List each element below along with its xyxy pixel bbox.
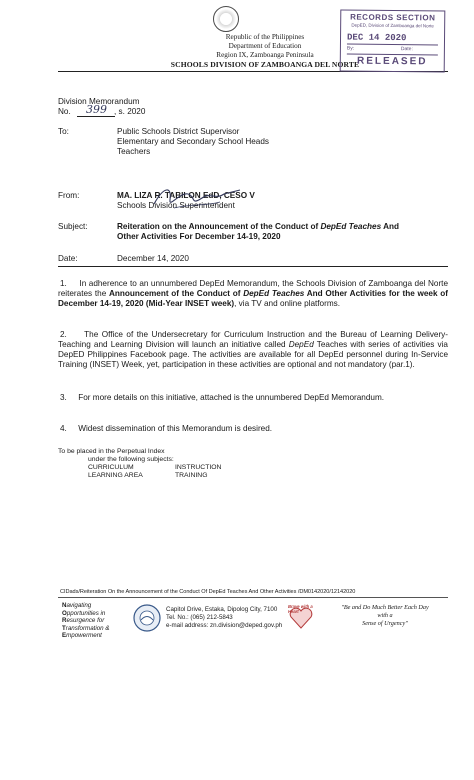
footer-motto-2: with a <box>377 612 393 619</box>
memo-type: Division Memorandum <box>58 97 140 106</box>
acrostic-line: Opportunities in <box>62 609 106 617</box>
paragraph-3: 3. For more details on this initiative, attached is the unnumbered DepEd Memorandum. <box>60 393 385 402</box>
stamp-subtitle: DepED, Division of Zamboanga del Norte <box>351 22 434 29</box>
header-region: Region IX, Zamboanga Peninsula <box>216 51 314 59</box>
memo-series: , s. 2020 <box>114 107 146 116</box>
to-label: To: <box>58 127 69 136</box>
stamp-title: RECORDS SECTION <box>350 12 436 23</box>
brave-heart-text: Brave with a Heart <box>288 604 313 614</box>
to-line-2: Elementary and Secondary School Heads <box>117 137 270 146</box>
footer-motto-3: Sense of Urgency" <box>362 620 408 627</box>
from-name: MA. LIZA R. TABILON EdD, CESO V <box>117 191 255 200</box>
footer-phone: Tel. No.: (065) 212-5843 <box>166 614 233 621</box>
stamp-date: DEC 14 2020 <box>346 32 407 44</box>
memo-no-label: No. <box>58 107 71 116</box>
meta-rule <box>58 266 448 267</box>
index-subject-4: TRAINING <box>175 472 208 479</box>
index-line-2: under the following subjects: <box>88 456 174 463</box>
header-republic: Republic of the Philippines <box>225 33 305 41</box>
index-line-1: To be placed in the Perpetual Index <box>58 448 165 455</box>
date-value: December 14, 2020 <box>117 254 189 263</box>
deped-seal-logo <box>213 6 239 32</box>
stamp-date-label: Date: <box>400 46 413 53</box>
stamp-date-line <box>347 44 438 46</box>
paragraph-1: 1. In adherence to an unnumbered DepEd Memorandum, the Schools Division of Zamboanga del Norte reiterates the Announcement of the Conduct of DepEd Teaches And Other Activities for the week of December 14-19, 2020 (Mid-Year INSET week), via TV and online platforms. <box>58 279 449 308</box>
to-line-3: Teachers <box>117 147 151 156</box>
paragraph-4: 4. Widest dissemination of this Memorandum is desired. <box>60 424 273 433</box>
footer-address: Capitol Drive, Estaka, Dipolog City, 7100 <box>166 606 278 613</box>
index-subject-3: LEARNING AREA <box>88 472 143 479</box>
acrostic-line: Empowerment <box>62 632 102 639</box>
header-division: SCHOOLS DIVISION OF ZAMBOANGA DEL NORTE <box>170 60 360 69</box>
stamp-status: RELEASED <box>356 55 428 68</box>
from-title: Schools Division Superintendent <box>117 201 235 210</box>
division-seal-logo <box>132 603 162 633</box>
paragraph-2: 2. The Office of the Undersecretary for Curriculum Instruction and the Bureau of Learning Delivery-Teaching and Learning Division will launch an initiative called DepEd Teaches with series of activities via DepED Philippines Facebook page. The activities are available for all DepEd personnel during In-Service Training (INSET) Week, yet, participation in these activities are optional and not mandatory (par.1). <box>58 330 449 369</box>
subject-label: Subject: <box>58 222 88 231</box>
header-department: Department of Education <box>228 42 302 50</box>
memo-number-handwritten: 399 <box>86 103 107 116</box>
footer-email: e-mail address: zn.division@deped.gov.ph <box>166 622 283 629</box>
date-label: Date: <box>58 254 78 263</box>
brave-heart-logo <box>286 603 316 631</box>
stamp-by-label: By: <box>346 45 355 52</box>
signature-image <box>150 182 245 212</box>
index-subject-2: INSTRUCTION <box>175 464 222 471</box>
index-subject-1: CURRICULUM <box>88 464 134 471</box>
acrostic-line: Resurgence for <box>62 617 105 624</box>
footer-rule <box>58 597 448 598</box>
acrostic-line: Transformation & <box>62 624 110 632</box>
footer-motto-1: "Be and Do Much Better Each Day <box>341 604 429 611</box>
subject-text: Reiteration on the Announcement of the Conduct of DepEd Teaches And Other Activities For December 14-19, 2020 <box>117 222 400 241</box>
memo-no-underline <box>77 116 115 117</box>
acrostic <box>62 602 109 640</box>
records-stamp <box>340 9 446 72</box>
from-label: From: <box>58 191 80 200</box>
to-line-1: Public Schools District Supervisor <box>117 127 240 136</box>
acrostic-line: Navigating <box>62 602 92 609</box>
footer-reference: CIDads/Reiteration On the Announcement of the Conduct Of DepEd Teaches And Other Activities /DM0142020/12142020 <box>60 589 356 595</box>
